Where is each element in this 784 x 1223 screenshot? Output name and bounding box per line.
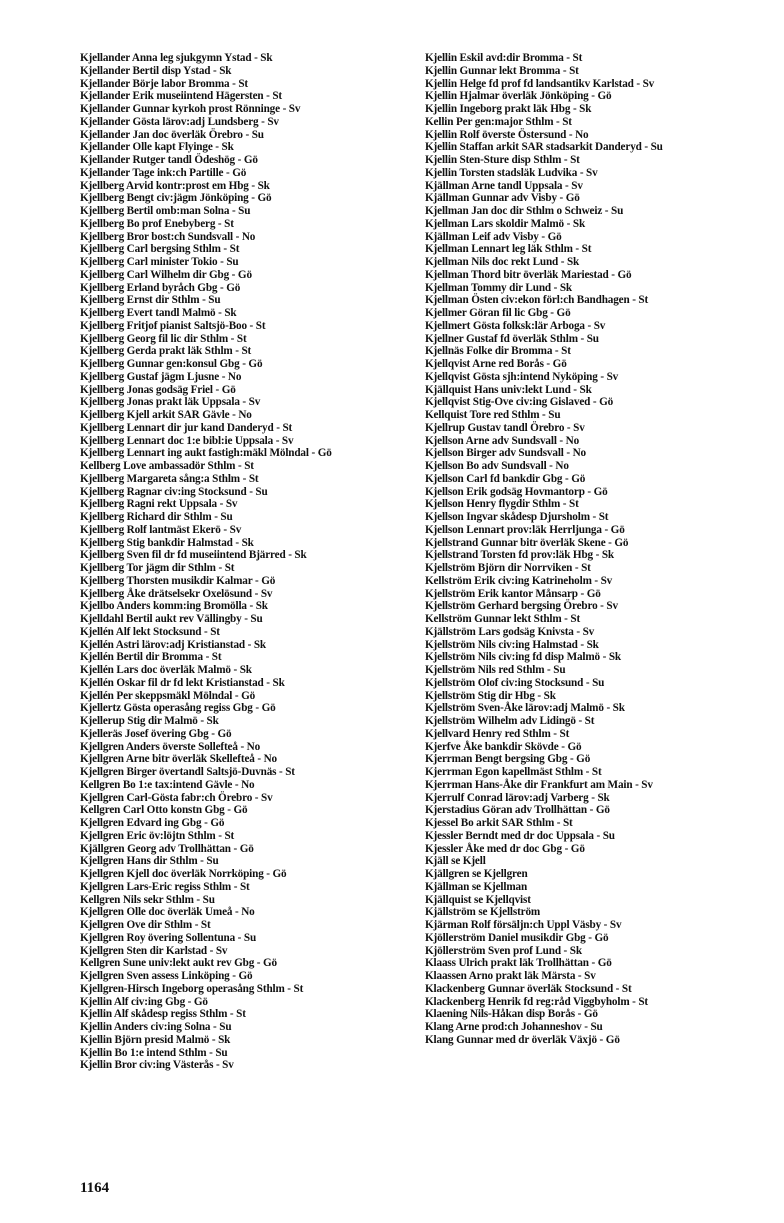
directory-entry: Klaass Ulrich prakt läk Trollhättan - Gö	[425, 957, 612, 970]
directory-entry: Kjellström Gerhard bergsing Örebro - Sv	[425, 600, 618, 613]
directory-entry: Kjellberg Kjell arkit SAR Gävle - No	[80, 409, 252, 421]
directory-entry: Kellin Per gen:major Sthlm - St	[425, 115, 572, 128]
directory-entry: Kjellin Björn presid Malmö - Sk	[80, 1033, 231, 1046]
left-column	[80, 52, 402, 1072]
directory-entry: Kjellgren Hans dir Sthlm - Su	[80, 855, 219, 868]
directory-entry: Kjellin Bo 1:e intend Sthlm - Su	[80, 1046, 228, 1059]
directory-entry: Kjellgren Sven assess Linköping - Gö	[80, 970, 253, 982]
directory-entry: Kjellgren Carl-Gösta fabr:ch Örebro - Sv	[80, 791, 273, 804]
directory-entry: Kjellgren Anders överste Sollefteå - No	[80, 740, 261, 753]
directory-entry: Kjellander Gunnar kyrkoh prost Rönninge - Sv	[80, 103, 301, 115]
directory-entry: Kjellström Olof civ:ing Stocksund - Su	[425, 676, 605, 689]
directory-entry: Kjellman Lennart leg läk Sthlm - St	[425, 243, 592, 256]
directory-entry: Kjellberg Richard dir Sthlm - Su	[80, 511, 233, 523]
directory-entry: Kellgren Carl Otto konstn Gbg - Gö	[80, 804, 248, 817]
directory-entry: Kjöllerström Daniel musikdir Gbg - Gö	[425, 931, 609, 944]
directory-entry: Kjessel Bo arkit SAR Sthlm - St	[425, 817, 573, 829]
directory-entry: Kjellberg Ragnar civ:ing Stocksund - Su	[80, 485, 268, 498]
directory-entry: Kjällman se Kjellman	[425, 880, 528, 893]
directory-entry: Kjellberg Lennart ing aukt fastigh:mäkl Mölndal - Gö	[80, 447, 332, 460]
directory-entry: Kellgren Nils sekr Sthlm - Su	[80, 893, 215, 906]
directory-entry: Kjellgren Sten dir Karlstad - Sv	[80, 944, 228, 957]
directory-entry: Kjellman Lars skoldir Malmö - Sk	[425, 217, 586, 230]
directory-entry: Kjellner Gustaf fd överläk Sthlm - Su	[425, 332, 599, 345]
directory-entry: Kjellman Östen civ:ekon förl:ch Bandhagen - St	[425, 294, 649, 307]
directory-entry: Kjellander Olle kapt Flyinge - Sk	[80, 141, 234, 154]
directory-entry: Kjellberg Georg fil lic dir Sthlm - St	[80, 332, 247, 345]
directory-entry: Kjerstadius Göran adv Trollhättan - Gö	[425, 804, 610, 817]
directory-entry: Kjellander Gösta lärov:adj Lundsberg - Sv	[80, 115, 279, 128]
directory-entry: Kjellström Nils civ:ing fd disp Malmö - Sk	[425, 651, 622, 664]
directory-entry: Kjällgren Georg adv Trollhättan - Gö	[80, 842, 254, 855]
directory-entry: Kjellberg Fritjof pianist Saltsjö-Boo - St	[80, 319, 266, 332]
directory-entry: Kjellander Rutger tandl Ödeshög - Gö	[80, 154, 258, 166]
directory-entry: Kjellén Alf lekt Stocksund - St	[80, 625, 220, 638]
directory-entry: Kjellnäs Folke dir Bromma - St	[425, 345, 571, 358]
directory-entry: Kjellberg Lennart dir jur kand Danderyd - St	[80, 421, 293, 434]
directory-entry: Kjellstrand Gunnar bitr överläk Skene - Gö	[425, 536, 629, 549]
directory-entry: Kjellin Staffan arkit SAR stadsarkit Danderyd - Su	[425, 141, 663, 154]
directory-entry: Kjellberg Arvid kontr:prost em Hbg - Sk	[80, 179, 270, 192]
directory-entry: Kjerrulf Conrad lärov:adj Varberg - Sk	[425, 791, 610, 804]
directory-entry: Kjellgren Edvard ing Gbg - Gö	[80, 817, 225, 829]
directory-entry: Kjällström se Kjellström	[425, 906, 541, 919]
directory-entry: Kjellson Bo adv Sundsvall - No	[425, 460, 569, 472]
directory-entry: Kjellson Carl fd bankdir Gbg - Gö	[425, 472, 586, 485]
directory-entry: Kjellqvist Arne red Borås - Gö	[425, 358, 567, 370]
directory-entry: Kjellström Erik kantor Månsarp - Gö	[425, 587, 601, 600]
directory-entry: Kjessler Berndt med dr doc Uppsala - Su	[425, 829, 615, 842]
directory-entry: Kjellström Björn dir Norrviken - St	[425, 562, 591, 574]
directory-entry: Kjellin Gunnar lekt Bromma - St	[425, 64, 579, 77]
directory-entry: Klaening Nils-Håkan disp Borås - Gö	[425, 1008, 598, 1021]
directory-entry: Kjessler Åke med dr doc Gbg - Gö	[425, 842, 585, 855]
directory-entry: Kjellson Arne adv Sundsvall - No	[425, 434, 580, 447]
directory-entry: Kjellman Thord bitr överläk Mariestad - Gö	[425, 268, 632, 281]
directory-entry: Kjellström Sven-Åke lärov:adj Malmö - Sk	[425, 702, 625, 715]
directory-entry: Kjellberg Carl Wilhelm dir Gbg - Gö	[80, 268, 252, 281]
directory-entry: Kjellgren Olle doc överläk Umeå - No	[80, 906, 255, 919]
directory-entry: Kjellgren-Hirsch Ingeborg operasång Sthlm - St	[80, 982, 304, 995]
directory-entry: Kjellander Jan doc överläk Örebro - Su	[80, 128, 264, 141]
page-number: 1164	[80, 1180, 110, 1196]
directory-entry: Kjellberg Erland byråch Gbg - Gö	[80, 281, 241, 294]
directory-entry: Kjellberg Thorsten musikdir Kalmar - Gö	[80, 574, 276, 587]
directory-entry: Kjällman Leif adv Visby - Gö	[425, 230, 562, 243]
directory-entry: Kjellberg Bror bost:ch Sundsvall - No	[80, 230, 256, 243]
directory-entry: Kjöllerström Sven prof Lund - Sk	[425, 944, 582, 957]
directory-entry: Kjellqvist Gösta sjh:intend Nyköping - Sv	[425, 370, 619, 383]
directory-entry: Kjellström Nils civ:ing Halmstad - Sk	[425, 638, 599, 651]
directory-entry: Kjellén Lars doc överläk Malmö - Sk	[80, 664, 252, 676]
directory-entry: Kjellberg Sven fil dr fd museiintend Bjärred - Sk	[80, 549, 307, 562]
directory-entry: Kjäll se Kjell	[425, 855, 486, 868]
directory-entry: Kjellberg Tor jägm dir Sthlm - St	[80, 562, 235, 574]
directory-entry: Kjellberg Carl bergsing Sthlm - St	[80, 243, 240, 256]
directory-entry: Kjellberg Rolf lantmäst Ekerö - Sv	[80, 523, 242, 536]
directory-entry: Kjellin Ingeborg prakt läk Hbg - Sk	[425, 103, 592, 115]
directory-entry: Kellström Gunnar lekt Sthlm - St	[425, 613, 581, 625]
directory-entry: Kjellberg Åke drätselsekr Oxelösund - Sv	[80, 587, 273, 600]
directory-entry: Kjellin Torsten stadsläk Ludvika - Sv	[425, 166, 598, 179]
directory-entry: Kjällman Arne tandl Uppsala - Sv	[425, 179, 583, 192]
directory-entry: Kjellin Rolf överste Östersund - No	[425, 128, 589, 141]
directory-entry: Kjellberg Bo prof Enebyberg - St	[80, 217, 234, 230]
directory-entry: Kjellström Nils red Sthlm - Su	[425, 664, 566, 676]
directory-entry: Kjellberg Gerda prakt läk Sthlm - St	[80, 345, 252, 358]
directory-entry: Kjellberg Bertil omb:man Solna - Su	[80, 205, 251, 217]
directory-entry: Kjellin Hjalmar överläk Jönköping - Gö	[425, 90, 612, 103]
directory-entry: Kjellin Anders civ:ing Solna - Su	[80, 1021, 232, 1033]
directory-entry: Kjellberg Carl minister Tokio - Su	[80, 256, 239, 268]
directory-entry: Kjellmer Göran fil lic Gbg - Gö	[425, 307, 571, 319]
directory-entry: Kjellander Anna leg sjukgymn Ystad - Sk	[80, 52, 273, 64]
directory-entry: Klang Arne prod:ch Johanneshov - Su	[425, 1021, 603, 1033]
directory-entry: Kjellson Erik godsäg Hovmantorp - Gö	[425, 485, 608, 498]
directory-entry: Kjellberg Jonas godsäg Friel - Gö	[80, 383, 236, 396]
directory-entry: Kjellqvist Stig-Ove civ:ing Gislaved - Gö	[425, 396, 614, 409]
directory-entry: Kjellman Jan doc dir Sthlm o Schweiz - Su	[425, 205, 624, 217]
directory-entry: Kjellson Birger adv Sundsvall - No	[425, 447, 586, 460]
directory-entry: Kjellberg Gunnar gen:konsul Gbg - Gö	[80, 358, 263, 370]
directory-entry: Kjellin Bror civ:ing Västerås - Sv	[80, 1059, 234, 1072]
directory-entry: Kjellmert Gösta folksk:lär Arboga - Sv	[425, 319, 606, 332]
directory-entry: Kjellson Ingvar skådesp Djursholm - St	[425, 511, 609, 523]
directory-entry: Klang Gunnar med dr överläk Växjö - Gö	[425, 1033, 620, 1046]
directory-entry: Kjellberg Jonas prakt läk Uppsala - Sv	[80, 396, 261, 409]
directory-entry: Kjellin Sten-Sture disp Sthlm - St	[425, 154, 580, 166]
directory-entry: Kjellgren Birger övertandl Saltsjö-Duvnäs - St	[80, 766, 295, 778]
directory-entry: Kellström Erik civ:ing Katrineholm - Sv	[425, 574, 613, 587]
directory-entry: Kjällman Gunnar adv Visby - Gö	[425, 192, 580, 205]
directory-entry: Kellberg Love ambassadör Sthlm - St	[80, 460, 254, 472]
directory-entry: Kjällström Lars godsäg Knivsta - Sv	[425, 625, 595, 638]
directory-entry: Kjellgren Lars-Eric regiss Sthlm - St	[80, 880, 250, 893]
directory-entry: Kjellberg Bengt civ:jägm Jönköping - Gö	[80, 192, 272, 205]
directory-entry: Kjellin Helge fd prof fd landsantikv Karlstad - Sv	[425, 77, 655, 90]
directory-entry: Kjerrman Bengt bergsing Gbg - Gö	[425, 753, 591, 766]
directory-entry: Kjellin Alf civ:ing Gbg - Gö	[80, 995, 208, 1008]
directory-entry: Klaassen Arno prakt läk Märsta - Sv	[425, 970, 596, 982]
directory-entry: Kjelldahl Bertil aukt rev Vällingby - Su	[80, 613, 263, 625]
directory-entry: Kjellberg Ernst dir Sthlm - Su	[80, 294, 221, 307]
directory-entry: Kjellin Alf skådesp regiss Sthlm - St	[80, 1008, 246, 1021]
directory-entry: Kjellrup Gustav tandl Örebro - Sv	[425, 421, 585, 434]
right-column	[425, 52, 775, 1047]
directory-entry: Kjerrman Egon kapellmäst Sthlm - St	[425, 766, 602, 778]
directory-entry: Kjellman Nils doc rekt Lund - Sk	[425, 256, 580, 268]
directory-entry: Kjelleräs Josef övering Gbg - Gö	[80, 727, 232, 740]
directory-entry: Kjellén Astri lärov:adj Kristianstad - Sk	[80, 638, 267, 651]
directory-entry: Kjellgren Kjell doc överläk Norrköping - Gö	[80, 868, 287, 880]
directory-entry: Kjellander Börje labor Bromma - St	[80, 77, 248, 90]
directory-entry: Kjellström Wilhelm adv Lidingö - St	[425, 715, 595, 727]
directory-entry: Kjällgren se Kjellgren	[425, 868, 528, 880]
directory-entry: Kellgren Bo 1:e tax:intend Gävle - No	[80, 778, 255, 791]
directory-entry: Kjellander Erik museiintend Hägersten - St	[80, 90, 283, 103]
directory-entry: Kjellander Tage ink:ch Partille - Gö	[80, 166, 247, 179]
directory-entry: Kjellén Bertil dir Bromma - St	[80, 651, 222, 664]
directory-entry: Kjellberg Evert tandl Malmö - Sk	[80, 307, 237, 319]
directory-entry: Kjellson Lennart prov:läk Herrljunga - Gö	[425, 523, 625, 536]
directory-entry: Kjällquist Hans univ:lekt Lund - Sk	[425, 383, 592, 396]
directory-entry: Kjellin Eskil avd:dir Bromma - St	[425, 52, 583, 64]
directory-entry: Kjellström Stig dir Hbg - Sk	[425, 689, 556, 702]
directory-entry: Kjellberg Lennart doc 1:e bibl:ie Uppsala - Sv	[80, 434, 294, 447]
directory-entry: Kjellstrand Torsten fd prov:läk Hbg - Sk	[425, 549, 614, 562]
directory-entry: Kjärman Rolf försäljn:ch Uppl Väsby - Sv	[425, 919, 622, 931]
directory-entry: Kjellberg Stig bankdir Halmstad - Sk	[80, 536, 254, 549]
directory-entry: Kellgren Sune univ:lekt aukt rev Gbg - Gö	[80, 957, 278, 970]
left-entry-list	[80, 52, 402, 1072]
directory-entry: Kjellertz Gösta operasång regiss Gbg - Gö	[80, 702, 276, 715]
directory-entry: Kjerfve Åke bankdir Skövde - Gö	[425, 740, 582, 753]
directory-entry: Kjellander Bertil disp Ystad - Sk	[80, 64, 232, 77]
directory-entry: Kjerrman Hans-Åke dir Frankfurt am Main - Sv	[425, 778, 653, 791]
directory-entry: Kjellén Per skeppsmäkl Mölndal - Gö	[80, 689, 256, 702]
directory-entry: Kjellberg Ragni rekt Uppsala - Sv	[80, 498, 238, 511]
directory-entry: Kjellerup Stig dir Malmö - Sk	[80, 715, 219, 727]
directory-entry: Kjellgren Eric öv:löjtn Sthlm - St	[80, 829, 235, 842]
directory-entry: Kjellgren Ove dir Sthlm - St	[80, 919, 211, 931]
right-entry-list	[425, 52, 775, 1047]
directory-entry: Kjellgren Arne bitr överläk Skellefteå - No	[80, 753, 277, 766]
directory-entry: Kjellson Henry flygdir Sthlm - St	[425, 498, 579, 511]
directory-entry: Klackenberg Henrik fd reg:råd Viggbyholm - St	[425, 995, 649, 1008]
directory-entry: Kjellberg Margareta sång:a Sthlm - St	[80, 472, 259, 485]
directory-entry: Kjellén Oskar fil dr fd lekt Kristianstad - Sk	[80, 676, 285, 689]
directory-entry: Kjellgren Roy övering Sollentuna - Su	[80, 931, 257, 944]
directory-entry: Klackenberg Gunnar överläk Stocksund - St	[425, 982, 632, 995]
directory-entry: Kjellberg Gustaf jägm Ljusne - No	[80, 370, 242, 383]
directory-entry: Kjellman Tommy dir Lund - Sk	[425, 281, 572, 294]
directory-entry: Kellquist Tore red Sthlm - Su	[425, 409, 561, 421]
directory-entry: Kjällquist se Kjellqvist	[425, 893, 531, 906]
directory-entry: Kjellvard Henry red Sthlm - St	[425, 727, 570, 740]
directory-entry: Kjellbo Anders komm:ing Bromölla - Sk	[80, 600, 268, 613]
